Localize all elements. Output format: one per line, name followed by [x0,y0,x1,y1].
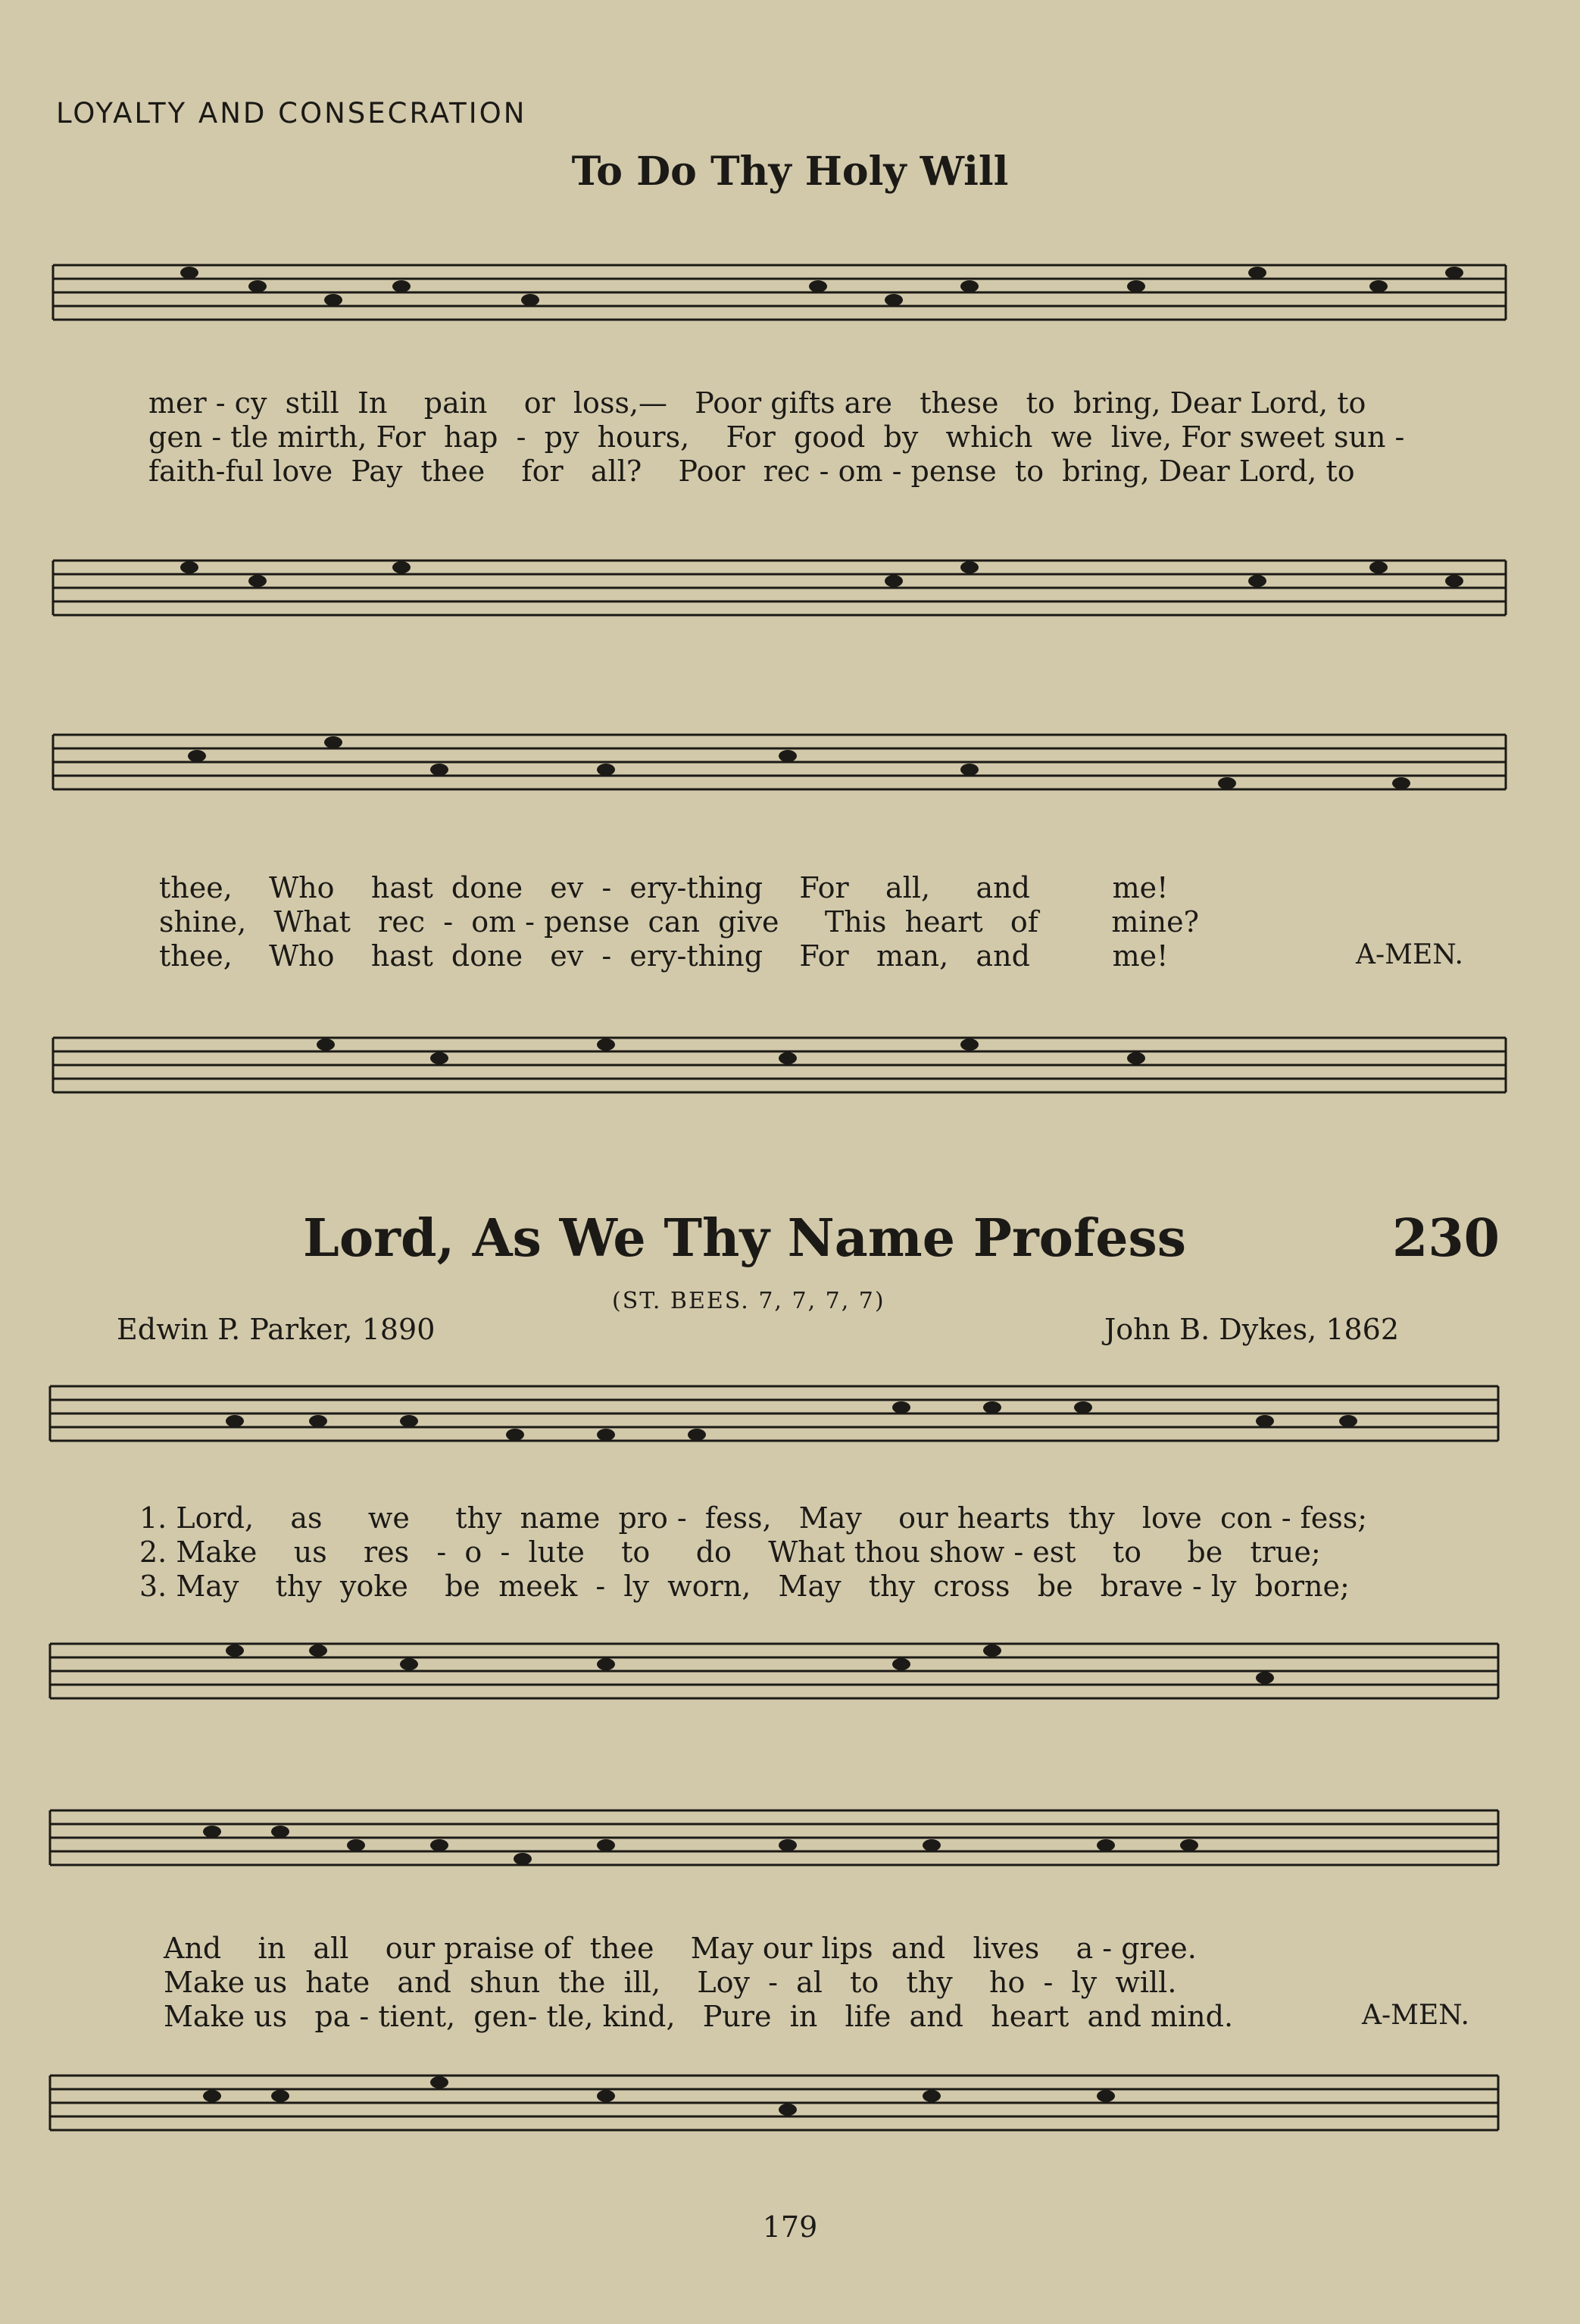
lyric-line: 1. Lord, as we thy name pro - fess, May our hearts thy love con - fess; [139,1501,1368,1535]
lyric-line: faith-ful love Pay thee for all? Poor rec - om - pense to bring, Dear Lord, to [148,454,1355,488]
lyric-line: shine, What rec - om - pense can give This heart of mine? [159,905,1199,939]
treble-staff-top-2 [0,712,1580,864]
treble-staff-main-1 [0,1363,1580,1515]
bass-staff-main-1 [0,1613,1580,1750]
treble-staff-main-2 [0,1788,1580,1939]
composer-credit: John B. Dykes, 1862 [1104,1313,1400,1346]
lyric-line: Make us pa - tient, gen- tle, kind, Pure in life and heart and mind. [164,2000,1234,2033]
lyric-line: mer - cy still In pain or loss,— Poor gifts are these to bring, Dear Lord, to [148,386,1366,420]
hymn-number: 230 [1392,1208,1500,1269]
hymn-title-top: To Do Thy Holy Will [571,148,1009,195]
lyric-line: 2. Make us res - o - lute to do What thou show - est to be true; [139,1535,1321,1569]
lyric-line: gen - tle mirth, For hap - py hours, For good by which we live, For sweet sun - [148,420,1405,454]
amen-label: A-MEN. [1362,2000,1469,2031]
page-number: 179 [762,2210,818,2244]
bass-staff-top-1 [0,530,1580,667]
treble-staff-top-1 [0,242,1580,394]
hymn-title: Lord, As We Thy Name Profess [303,1208,1187,1269]
lyric-line: Make us hate and shun the ill, Loy - al to thy ho - ly will. [164,1966,1177,1999]
lyric-line: thee, Who hast done ev - ery-thing For all, and me! [159,871,1169,904]
bass-staff-main-2 [0,2045,1580,2182]
lyric-line: thee, Who hast done ev - ery-thing For man, and me! [159,939,1169,973]
section-heading: LOYALTY AND CONSECRATION [56,97,527,130]
lyric-line: 3. May thy yoke be meek - ly worn, May thy cross be brave - ly borne; [139,1570,1350,1603]
author-credit: Edwin P. Parker, 1890 [117,1313,436,1346]
tune-name: (ST. BEES. 7, 7, 7, 7) [612,1288,885,1314]
amen-label: A-MEN. [1356,939,1463,970]
lyric-line: And in all our praise of thee May our lips and lives a - gree. [164,1932,1197,1965]
bass-staff-top-2 [0,1007,1580,1144]
